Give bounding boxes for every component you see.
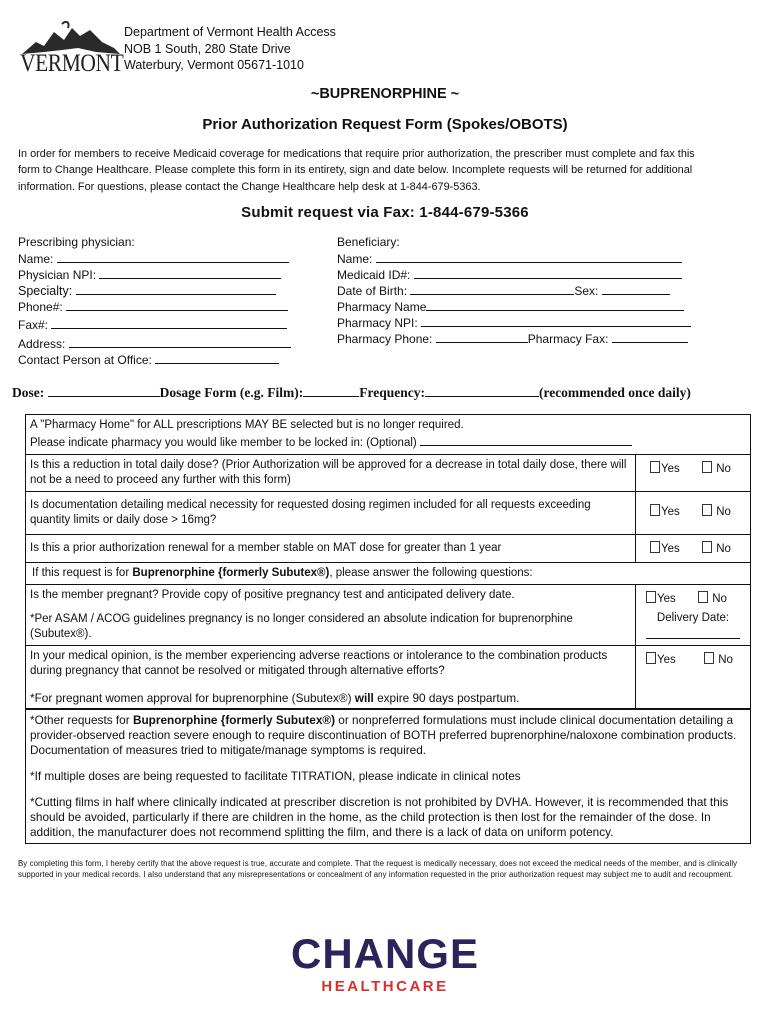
asam-note: *Per ASAM / ACOG guidelines pregnancy is no longer considered an absolute indication for buprenorphine (Subutex®). <box>30 613 573 640</box>
no-checkbox[interactable] <box>702 541 731 557</box>
pregnancy-question: Is the member pregnant? Provide copy of positive pregnancy test and anticipated delivery date. <box>30 589 515 601</box>
yes-checkbox[interactable] <box>640 591 698 607</box>
dose-field[interactable] <box>48 384 160 397</box>
fax-label: Fax#: <box>18 318 49 332</box>
checkbox-icon <box>650 461 660 473</box>
certification-statement: By completing this form, I hereby certify that the above request is true, accurate and complete. That the request is medically necessary, does not exceed the medical needs of the member, and is clinically supported in your medical records. I also understand that any misrepresentations or concealment of any information requested in the prior authorization request may subject me to audit and recoupment. <box>18 859 738 879</box>
table-row <box>26 455 751 492</box>
dose-label: Dose: <box>12 385 45 400</box>
checkbox-icon <box>650 504 660 516</box>
other-requests-note: *Other requests for Buprenorphine {formerly Subutex®) or nonpreferred formulations must include clinical documentation detailing a provider-observed reaction severe enough to require discontinuation of BOTH preferred buprenorphine/naloxone combination products. Documentation of measures tried to mitigate/manage symptoms is required. <box>30 713 737 757</box>
form-subtitle: Prior Authorization Request Form (Spokes/OBOTS) <box>202 116 568 133</box>
agency-name: Department of Vermont Health Access <box>124 25 336 39</box>
agency-street: NOB 1 South, 280 State Drive <box>124 41 291 56</box>
yes-checkbox[interactable] <box>640 461 702 477</box>
checkbox-icon <box>650 541 660 553</box>
change-healthcare-logo <box>0 932 770 995</box>
intro-line: information. For questions, please contact the Change Healthcare help desk at 1-844-679-5363. <box>18 180 481 193</box>
titration-note: *If multiple doses are being requested to facilitate TITRATION, please indicate in clinical notes <box>30 769 521 783</box>
dose-line <box>12 384 691 401</box>
yes-checkbox[interactable] <box>640 504 702 520</box>
checkbox-icon <box>646 652 656 664</box>
checkbox-icon <box>702 541 712 553</box>
healthcare-wordmark: HEALTHCARE <box>321 978 449 995</box>
prescriber-name-field[interactable] <box>57 250 289 263</box>
table-row <box>26 415 751 455</box>
cutting-films-note: *Cutting films in half where clinically indicated at prescriber discretion is not prohibited by DVHA. However, it is recommended that this should be avoided, particularly if there are children in the home, as the child protection is then lost for the remainder of the dose. In addition, the manufacturer does not recommend splitting the film, and there is a lack of data on uniform potency. <box>30 795 729 839</box>
beneficiary-name-label: Name: <box>337 252 373 266</box>
pharmacy-fax-label: Pharmacy Fax: <box>527 332 609 346</box>
specialty-label: Specialty: <box>18 284 73 298</box>
phone-label: Phone#: <box>18 300 63 314</box>
checkbox-icon <box>704 652 714 664</box>
no-label: No <box>718 654 733 666</box>
checkbox-icon <box>646 591 656 603</box>
dosage-form-field[interactable] <box>303 384 359 397</box>
no-checkbox[interactable] <box>698 652 733 668</box>
dosage-form-label: Dosage Form (e.g. Film): <box>159 385 304 400</box>
pharmacy-npi-label: Pharmacy NPI: <box>337 316 418 330</box>
no-label: No <box>712 593 727 605</box>
pharmacy-phone-field[interactable] <box>436 330 528 343</box>
no-checkbox[interactable] <box>702 504 731 520</box>
no-label: No <box>716 543 731 555</box>
dob-label: Date of Birth: <box>337 284 408 298</box>
yes-checkbox[interactable] <box>640 652 698 668</box>
beneficiary-name-field[interactable] <box>376 250 682 263</box>
pregnant-expiry-note: *For pregnant women approval for buprenorphine (Subutex®) will expire 90 days postpartum. <box>25 691 751 709</box>
no-label: No <box>716 463 731 475</box>
prescriber-heading: Prescribing physician: <box>18 235 135 249</box>
prescriber-npi-field[interactable] <box>99 266 281 279</box>
checkbox-icon <box>698 591 708 603</box>
sex-label: Sex: <box>574 284 599 298</box>
yes-label: Yes <box>661 543 680 555</box>
yes-label: Yes <box>657 654 676 666</box>
pharmacy-phone-label: Pharmacy Phone: <box>337 332 433 346</box>
agency-city: Waterbury, Vermont 05671-1010 <box>124 58 304 72</box>
sex-field[interactable] <box>602 282 670 295</box>
yes-label: Yes <box>657 593 676 605</box>
intro-line: form to Change Healthcare. Please complete this form in its entirety, sign and date below. Incomplete requests will be returned for additional <box>18 164 693 177</box>
contact-person-field[interactable] <box>155 351 279 364</box>
pharmacy-lock-field[interactable] <box>420 433 632 446</box>
medicaid-id-field[interactable] <box>414 266 682 279</box>
vermont-logo-wordmark: VERMONT <box>20 50 124 77</box>
yes-label: Yes <box>661 463 680 475</box>
table-row <box>26 535 751 563</box>
table-row <box>26 710 751 844</box>
dob-field[interactable] <box>410 282 574 295</box>
no-checkbox[interactable] <box>698 591 727 607</box>
checkbox-icon <box>702 461 712 473</box>
pharmacy-lock-label: Please indicate pharmacy you would like member to be locked in: (Optional) <box>30 437 417 449</box>
intro-line: In order for members to receive Medicaid coverage for medications that require prior authorization, the prescriber must complete and fax this <box>18 148 695 160</box>
intro-paragraph <box>18 146 758 195</box>
fax-field[interactable] <box>51 316 287 329</box>
options-cell <box>636 535 751 563</box>
table-row <box>26 563 751 585</box>
pharmacy-name-field[interactable] <box>426 298 684 311</box>
no-checkbox[interactable] <box>702 461 731 477</box>
table-row <box>26 492 751 535</box>
yes-checkbox[interactable] <box>640 541 702 557</box>
address-label: Address: <box>18 337 66 351</box>
pharmacy-home-cell <box>26 415 751 455</box>
options-cell <box>636 455 751 492</box>
prescriber-npi-label: Physician NPI: <box>18 268 97 282</box>
prescriber-name-label: Name: <box>18 252 54 266</box>
options-cell <box>636 585 751 646</box>
delivery-date-field[interactable] <box>646 636 740 639</box>
options-cell <box>636 492 751 535</box>
questions-table <box>25 414 751 844</box>
recommended-note: (recommended once daily) <box>538 385 691 400</box>
form-title: ~BUPRENORPHINE ~ <box>310 86 460 102</box>
pharmacy-npi-field[interactable] <box>421 314 691 327</box>
change-wordmark: CHANGE <box>290 930 479 977</box>
pharmacy-fax-field[interactable] <box>612 330 688 343</box>
checkbox-icon <box>702 504 712 516</box>
question-dose-reduction: Is this a reduction in total daily dose? (Prior Authorization will be approved for a decrease in total daily dose, there will not be a need to proceed any further with this form) <box>26 455 636 492</box>
phone-field[interactable] <box>66 298 288 311</box>
address-field[interactable] <box>69 335 291 348</box>
contact-person-label: Contact Person at Office: <box>18 353 152 367</box>
beneficiary-heading: Beneficiary: <box>337 235 400 249</box>
other-requests-cell <box>26 691 751 844</box>
prescriber-section <box>18 234 291 367</box>
question-medical-necessity: Is documentation detailing medical necessity for requested dosing regimen included for all requests exceeding quantity limits or daily dose > 16mg? <box>26 492 636 535</box>
frequency-field[interactable] <box>425 384 539 397</box>
table-row <box>26 585 751 646</box>
no-label: No <box>716 506 731 518</box>
beneficiary-section <box>337 234 691 346</box>
agency-address <box>124 24 336 74</box>
delivery-date-label: Delivery Date: <box>656 612 730 624</box>
yes-label: Yes <box>661 506 680 518</box>
adverse-question: In your medical opinion, is the member experiencing adverse reactions or intolerance to the combination products during pregnancy that cannot be resolved or mitigated through alternative efforts? <box>26 646 636 710</box>
pharmacy-name-label: Pharmacy Name <box>337 300 427 314</box>
pharmacy-home-note: A "Pharmacy Home" for ALL prescriptions MAY BE selected but is no longer required. <box>30 419 464 431</box>
specialty-field[interactable] <box>76 282 276 295</box>
subutex-intro: If this request is for Buprenorphine {formerly Subutex®), please answer the following questions: <box>26 563 751 585</box>
pregnancy-question-cell <box>26 585 636 646</box>
question-renewal: Is this a prior authorization renewal for a member stable on MAT dose for greater than 1 year <box>26 535 636 563</box>
frequency-label: Frequency: <box>359 385 425 400</box>
medicaid-id-label: Medicaid ID#: <box>337 268 411 282</box>
fax-banner: Submit request via Fax: 1-844-679-5366 <box>241 204 529 221</box>
